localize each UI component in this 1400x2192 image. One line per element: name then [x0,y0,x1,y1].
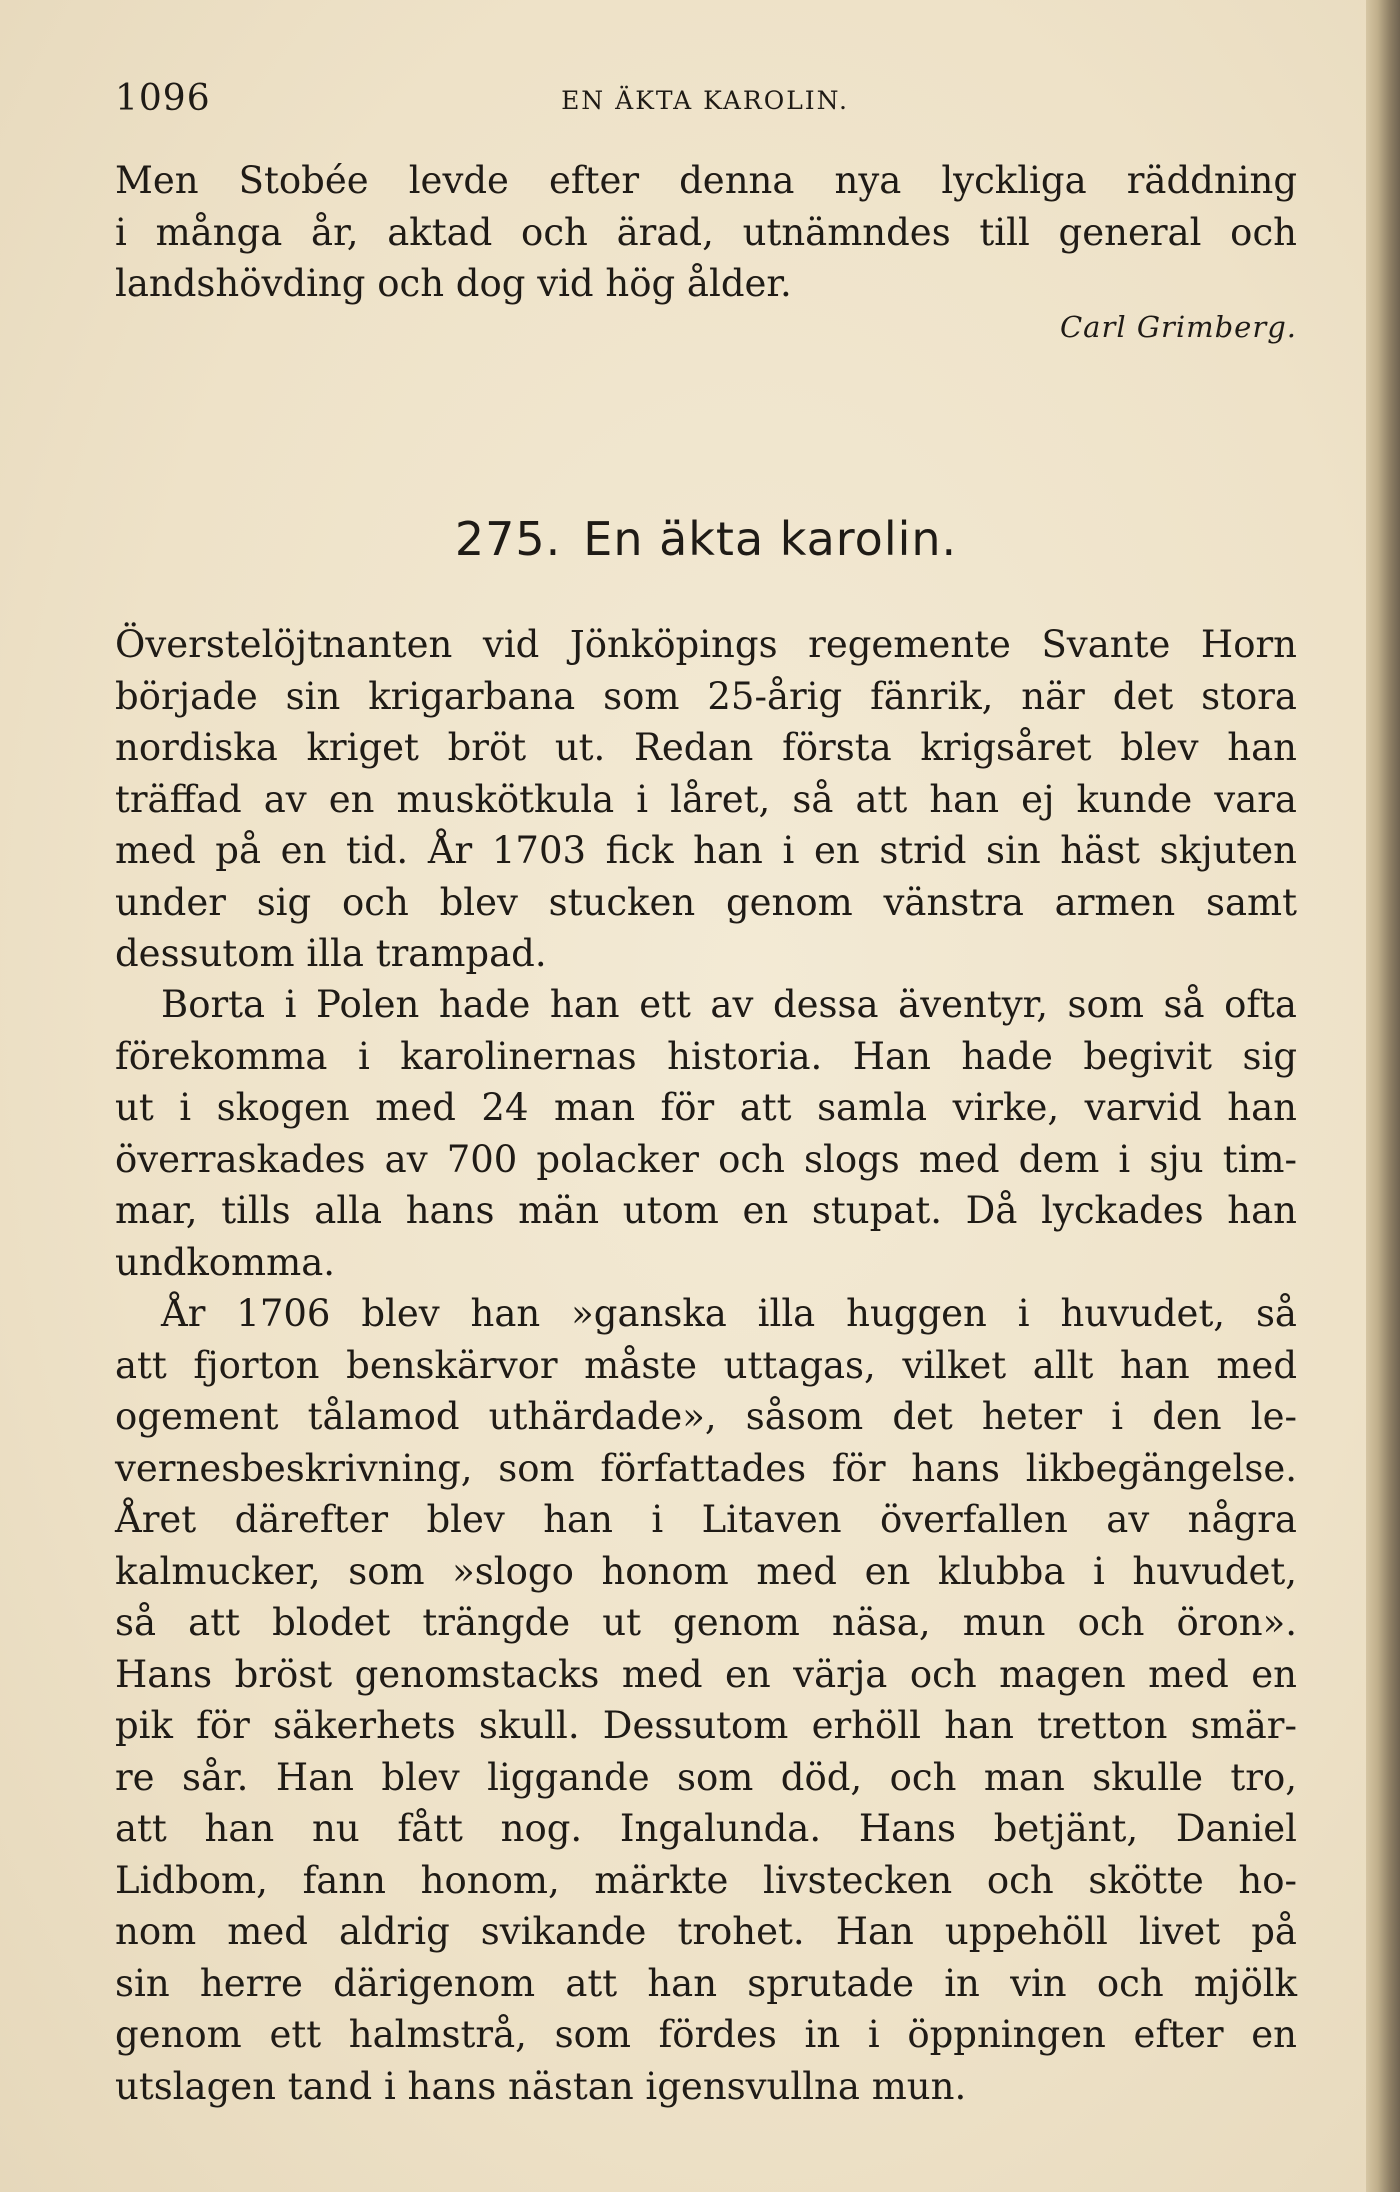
text-line: Överstelöjtnanten vid Jönköpings regemente Svante Horn [115,623,1297,666]
text-line: i många år, aktad och ärad, utnämndes till general och [115,210,1297,254]
text-line: Lidbom, fann honom, märkte livstecken och skötte ho- [115,1858,1297,1902]
paragraph-1 [115,619,1297,980]
text-line: mar, tills alla hans män utom en stupat. Då lyckades han [115,1189,1297,1232]
section-heading [115,512,1297,566]
text-line: Året därefter blev han i Litaven överfallen av några [115,1498,1297,1541]
text-line: ogement tålamod uthärdade», såsom det heter i den le- [115,1395,1297,1438]
paragraph-3 [115,1288,1297,2112]
text-line: landshövding och dog vid hög ålder. [115,262,792,305]
text-line: Borta i Polen hade han ett av dessa äventyr, som så ofta [161,983,1297,1026]
page-number: 1096 [115,78,211,119]
text-line: undkomma. [115,1240,336,1284]
text-line: kalmucker, som »slogo honom med en klubba i huvudet, [115,1549,1297,1593]
text-line: träffad av en muskötkula i låret, så att han ej kunde vara [115,777,1297,821]
text-line: att fjorton benskärvor måste uttagas, vilket allt han med [115,1343,1297,1387]
section-title: En äkta karolin. [583,512,958,566]
author-signature: Carl Grimberg. [1059,309,1297,344]
text-line: pik för säkerhets skull. Dessutom erhöll han tretton smär- [115,1704,1297,1747]
text-line: med på en tid. År 1703 fick han i en strid sin häst skjuten [115,829,1297,872]
text-line: att han nu fått nog. Ingalunda. Hans betjänt, Daniel [115,1807,1297,1850]
text-line: utslagen tand i hans nästan igensvullna mun. [115,2064,967,2108]
running-title: EN ÄKTA KAROLIN. [561,86,849,115]
text-line: vernesbeskrivning, som författades för hans likbegängelse. [115,1446,1297,1490]
running-head [115,78,1295,128]
section-number: 275. [454,512,562,566]
text-line: sin herre därigenom att han sprutade in vin och mjölk [115,1961,1297,2005]
text-line: dessutom illa trampad. [115,932,547,975]
text-line: så att blodet trängde ut genom näsa, mun och öron». [115,1601,1297,1644]
text-line: Hans bröst genomstacks med en värja och magen med en [115,1652,1297,1696]
previous-section-ending [115,155,1297,361]
text-line: År 1706 blev han »ganska illa huggen i huvudet, så [161,1292,1297,1335]
text-line: nom med aldrig svikande trohet. Han uppehöll livet på [115,1910,1297,1953]
text-line: re sår. Han blev liggande som död, och man skulle tro, [115,1755,1297,1799]
page-binding-edge [1366,0,1400,2192]
text-line: nordiska kriget bröt ut. Redan första krigsåret blev han [115,726,1297,769]
text-line: Men Stobée levde efter denna nya lyckliga räddning [115,159,1297,202]
text-line: överraskades av 700 polacker och slogs med dem i sju tim- [115,1137,1297,1181]
text-line: under sig och blev stucken genom vänstra armen samt [115,880,1297,924]
text-line: genom ett halmstrå, som fördes in i öppningen efter en [115,2013,1297,2056]
paragraph-2 [115,979,1297,1288]
text-line: började sin krigarbana som 25-årig fänrik, när det stora [115,674,1297,718]
text-line: förekomma i karolinernas historia. Han hade begivit sig [115,1034,1297,1078]
text-line: ut i skogen med 24 man för att samla virke, varvid han [115,1086,1297,1129]
